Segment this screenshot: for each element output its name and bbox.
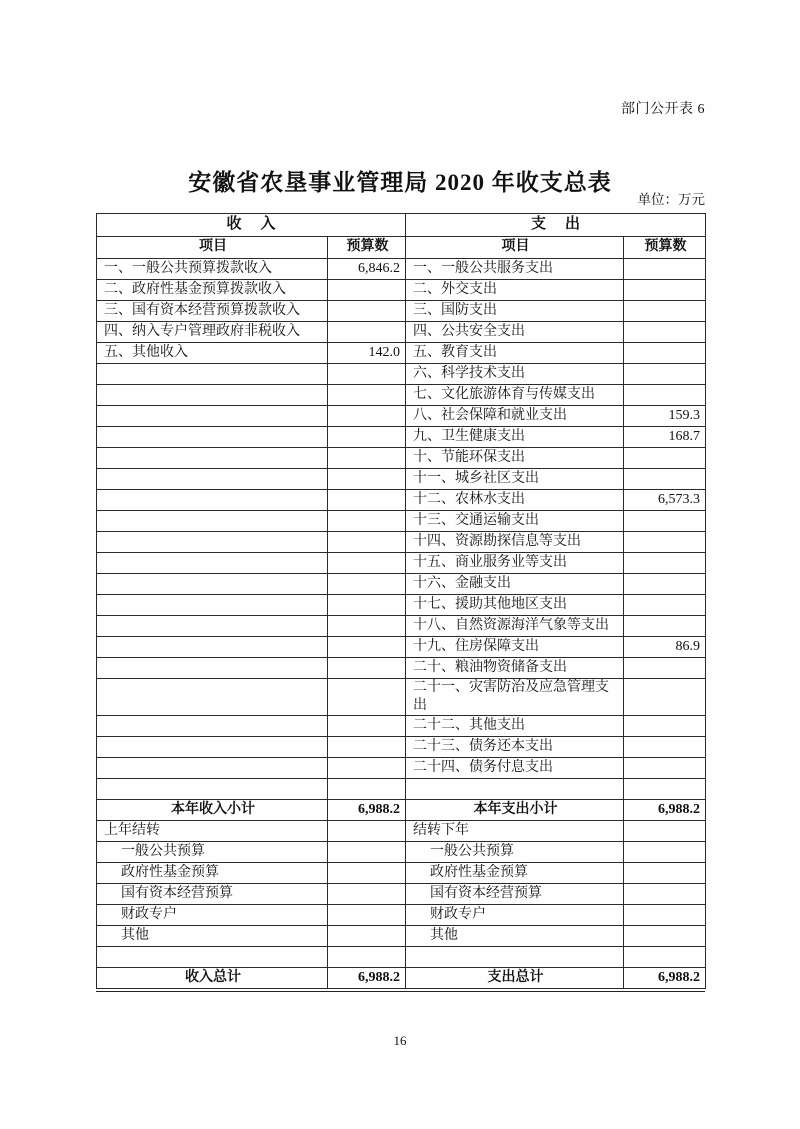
- table-row: [97, 737, 706, 758]
- table-row: [97, 511, 706, 532]
- expense-label-cell: 结转下年: [406, 821, 624, 842]
- expense-label-cell: 二十四、债务付息支出: [406, 758, 624, 779]
- expense-value-cell: [624, 364, 706, 385]
- expense-value-cell: [624, 716, 706, 737]
- income-label-cell: 一般公共预算: [97, 842, 328, 863]
- table-row: [97, 679, 706, 716]
- expense-label-cell: 十八、自然资源海洋气象等支出: [406, 616, 624, 637]
- table-row: [97, 905, 706, 926]
- income-label-cell: [97, 779, 328, 800]
- income-value-cell: [328, 511, 406, 532]
- income-value-cell: [328, 532, 406, 553]
- budget-table: [96, 213, 706, 989]
- expense-value-cell: 159.3: [624, 406, 706, 427]
- income-budget-column-header: 预算数: [328, 237, 406, 259]
- expense-label-cell: 十九、住房保障支出: [406, 637, 624, 658]
- expense-value-cell: [624, 574, 706, 595]
- income-label-cell: 收入总计: [97, 968, 328, 989]
- table-row: [97, 385, 706, 406]
- table-row: [97, 448, 706, 469]
- table-row: [97, 259, 706, 280]
- expense-value-cell: [624, 905, 706, 926]
- expense-label-cell: 十六、金融支出: [406, 574, 624, 595]
- income-value-cell: [328, 616, 406, 637]
- expense-value-cell: [624, 532, 706, 553]
- expense-label-cell: [406, 947, 624, 968]
- income-label-cell: [97, 448, 328, 469]
- expense-label-cell: 十七、援助其他地区支出: [406, 595, 624, 616]
- expense-value-cell: [624, 595, 706, 616]
- table-row: [97, 532, 706, 553]
- table-row: [97, 364, 706, 385]
- expense-label-cell: 支出总计: [406, 968, 624, 989]
- table-row: [97, 926, 706, 947]
- income-label-cell: 国有资本经营预算: [97, 884, 328, 905]
- income-value-cell: [328, 758, 406, 779]
- expense-value-cell: [624, 658, 706, 679]
- income-label-cell: [97, 574, 328, 595]
- income-label-cell: [97, 427, 328, 448]
- expense-value-cell: [624, 616, 706, 637]
- income-value-cell: [328, 595, 406, 616]
- expense-label-cell: 六、科学技术支出: [406, 364, 624, 385]
- income-label-cell: 上年结转: [97, 821, 328, 842]
- expense-label-cell: 二、外交支出: [406, 280, 624, 301]
- income-value-cell: [328, 280, 406, 301]
- table-row: [97, 842, 706, 863]
- expense-item-column-header: 项目: [406, 237, 624, 259]
- income-label-cell: [97, 716, 328, 737]
- expense-value-cell: 86.9: [624, 637, 706, 658]
- income-label-cell: [97, 737, 328, 758]
- expense-label-cell: 财政专户: [406, 905, 624, 926]
- income-value-cell: [328, 679, 406, 716]
- unit-label: 单位：万元: [637, 192, 705, 207]
- expense-label-cell: 一、一般公共服务支出: [406, 259, 624, 280]
- income-value-cell: 142.0: [328, 343, 406, 364]
- page-number: 16: [393, 1033, 407, 1048]
- income-label-cell: 本年收入小计: [97, 800, 328, 821]
- income-label-cell: 政府性基金预算: [97, 863, 328, 884]
- expense-value-cell: [624, 385, 706, 406]
- income-value-cell: [328, 905, 406, 926]
- expense-value-cell: [624, 511, 706, 532]
- expense-label-cell: 政府性基金预算: [406, 863, 624, 884]
- expense-value-cell: [624, 758, 706, 779]
- income-value-cell: 6,988.2: [328, 800, 406, 821]
- income-label-cell: 二、政府性基金预算拨款收入: [97, 280, 328, 301]
- income-label-cell: [97, 637, 328, 658]
- income-value-cell: [328, 926, 406, 947]
- income-value-cell: [328, 385, 406, 406]
- corner-label: 部门公开表 6: [621, 102, 705, 117]
- expense-value-cell: [624, 448, 706, 469]
- expense-value-cell: 6,988.2: [624, 968, 706, 989]
- income-value-cell: [328, 821, 406, 842]
- expense-budget-column-header: 预算数: [624, 237, 706, 259]
- income-value-cell: [328, 364, 406, 385]
- expense-value-cell: [624, 863, 706, 884]
- expense-label-cell: 二十三、债务还本支出: [406, 737, 624, 758]
- income-value-cell: [328, 637, 406, 658]
- table-row: [97, 574, 706, 595]
- expense-label-cell: 二十二、其他支出: [406, 716, 624, 737]
- income-item-column-header: 项目: [97, 237, 328, 259]
- expense-value-cell: [624, 821, 706, 842]
- income-label-cell: [97, 595, 328, 616]
- expense-label-cell: 三、国防支出: [406, 301, 624, 322]
- income-value-cell: [328, 947, 406, 968]
- table-row: [97, 553, 706, 574]
- income-label-cell: 财政专户: [97, 905, 328, 926]
- expense-label-cell: 十一、城乡社区支出: [406, 469, 624, 490]
- expense-value-cell: [624, 926, 706, 947]
- expense-label-cell: 本年支出小计: [406, 800, 624, 821]
- expense-value-cell: [624, 301, 706, 322]
- income-label-cell: [97, 406, 328, 427]
- income-label-cell: [97, 385, 328, 406]
- expense-label-cell: 十三、交通运输支出: [406, 511, 624, 532]
- expense-label-cell: 其他: [406, 926, 624, 947]
- income-value-cell: [328, 322, 406, 343]
- expense-label-cell: 十四、资源勘探信息等支出: [406, 532, 624, 553]
- expense-value-cell: [624, 259, 706, 280]
- income-label-cell: [97, 947, 328, 968]
- income-section-header: 收 入: [97, 214, 406, 237]
- table-row: [97, 716, 706, 737]
- table-row: [97, 821, 706, 842]
- table-row: [97, 863, 706, 884]
- page-title: 安徽省农垦事业管理局 2020 年收支总表: [188, 170, 612, 196]
- expense-value-cell: [624, 737, 706, 758]
- table-row: [97, 469, 706, 490]
- expense-value-cell: [624, 679, 706, 716]
- expense-value-cell: 6,573.3: [624, 490, 706, 511]
- income-label-cell: [97, 511, 328, 532]
- expense-value-cell: 6,988.2: [624, 800, 706, 821]
- section-header-row: [97, 214, 706, 237]
- income-value-cell: [328, 427, 406, 448]
- income-label-cell: 一、一般公共预算拨款收入: [97, 259, 328, 280]
- income-value-cell: [328, 842, 406, 863]
- table-row: [97, 343, 706, 364]
- expense-value-cell: [624, 322, 706, 343]
- income-value-cell: [328, 863, 406, 884]
- income-label-cell: [97, 490, 328, 511]
- income-value-cell: [328, 553, 406, 574]
- column-header-row: [97, 237, 706, 259]
- income-value-cell: 6,846.2: [328, 259, 406, 280]
- expense-value-cell: [624, 779, 706, 800]
- table-row: [97, 637, 706, 658]
- table-body: [97, 259, 706, 989]
- table-row: [97, 658, 706, 679]
- expense-section-header: 支 出: [406, 214, 706, 237]
- table-row: [97, 595, 706, 616]
- table-row: [97, 406, 706, 427]
- expense-value-cell: [624, 842, 706, 863]
- expense-label-cell: 一般公共预算: [406, 842, 624, 863]
- income-value-cell: 6,988.2: [328, 968, 406, 989]
- expense-value-cell: [624, 947, 706, 968]
- income-label-cell: 五、其他收入: [97, 343, 328, 364]
- table-row: [97, 758, 706, 779]
- expense-label-cell: 二十一、灾害防治及应急管理支出: [406, 679, 624, 716]
- income-value-cell: [328, 406, 406, 427]
- income-value-cell: [328, 301, 406, 322]
- income-label-cell: 其他: [97, 926, 328, 947]
- income-value-cell: [328, 658, 406, 679]
- table-row: [97, 800, 706, 821]
- income-value-cell: [328, 737, 406, 758]
- expense-label-cell: 国有资本经营预算: [406, 884, 624, 905]
- expense-label-cell: 九、卫生健康支出: [406, 427, 624, 448]
- income-value-cell: [328, 490, 406, 511]
- income-value-cell: [328, 884, 406, 905]
- table-row: [97, 301, 706, 322]
- income-value-cell: [328, 574, 406, 595]
- expense-value-cell: [624, 553, 706, 574]
- table-row: [97, 884, 706, 905]
- expense-label-cell: [406, 779, 624, 800]
- expense-label-cell: 二十、粮油物资储备支出: [406, 658, 624, 679]
- table-row: [97, 779, 706, 800]
- expense-label-cell: 十、节能环保支出: [406, 448, 624, 469]
- income-label-cell: 四、纳入专户管理政府非税收入: [97, 322, 328, 343]
- expense-label-cell: 四、公共安全支出: [406, 322, 624, 343]
- income-value-cell: [328, 779, 406, 800]
- income-label-cell: [97, 469, 328, 490]
- expense-label-cell: 十五、商业服务业等支出: [406, 553, 624, 574]
- expense-value-cell: [624, 884, 706, 905]
- expense-label-cell: 八、社会保障和就业支出: [406, 406, 624, 427]
- income-label-cell: [97, 658, 328, 679]
- expense-label-cell: 七、文化旅游体育与传媒支出: [406, 385, 624, 406]
- income-label-cell: [97, 758, 328, 779]
- income-value-cell: [328, 469, 406, 490]
- income-label-cell: 三、国有资本经营预算拨款收入: [97, 301, 328, 322]
- table-row: [97, 616, 706, 637]
- income-label-cell: [97, 616, 328, 637]
- expense-label-cell: 十二、农林水支出: [406, 490, 624, 511]
- expense-label-cell: 五、教育支出: [406, 343, 624, 364]
- table-row: [97, 490, 706, 511]
- budget-table-container: [96, 213, 705, 992]
- expense-value-cell: 168.7: [624, 427, 706, 448]
- expense-value-cell: [624, 343, 706, 364]
- table-row: [97, 280, 706, 301]
- income-label-cell: [97, 532, 328, 553]
- income-value-cell: [328, 716, 406, 737]
- expense-value-cell: [624, 469, 706, 490]
- table-row: [97, 968, 706, 989]
- income-label-cell: [97, 679, 328, 716]
- income-value-cell: [328, 448, 406, 469]
- table-row: [97, 322, 706, 343]
- income-label-cell: [97, 553, 328, 574]
- income-label-cell: [97, 364, 328, 385]
- table-row: [97, 427, 706, 448]
- expense-value-cell: [624, 280, 706, 301]
- table-row: [97, 947, 706, 968]
